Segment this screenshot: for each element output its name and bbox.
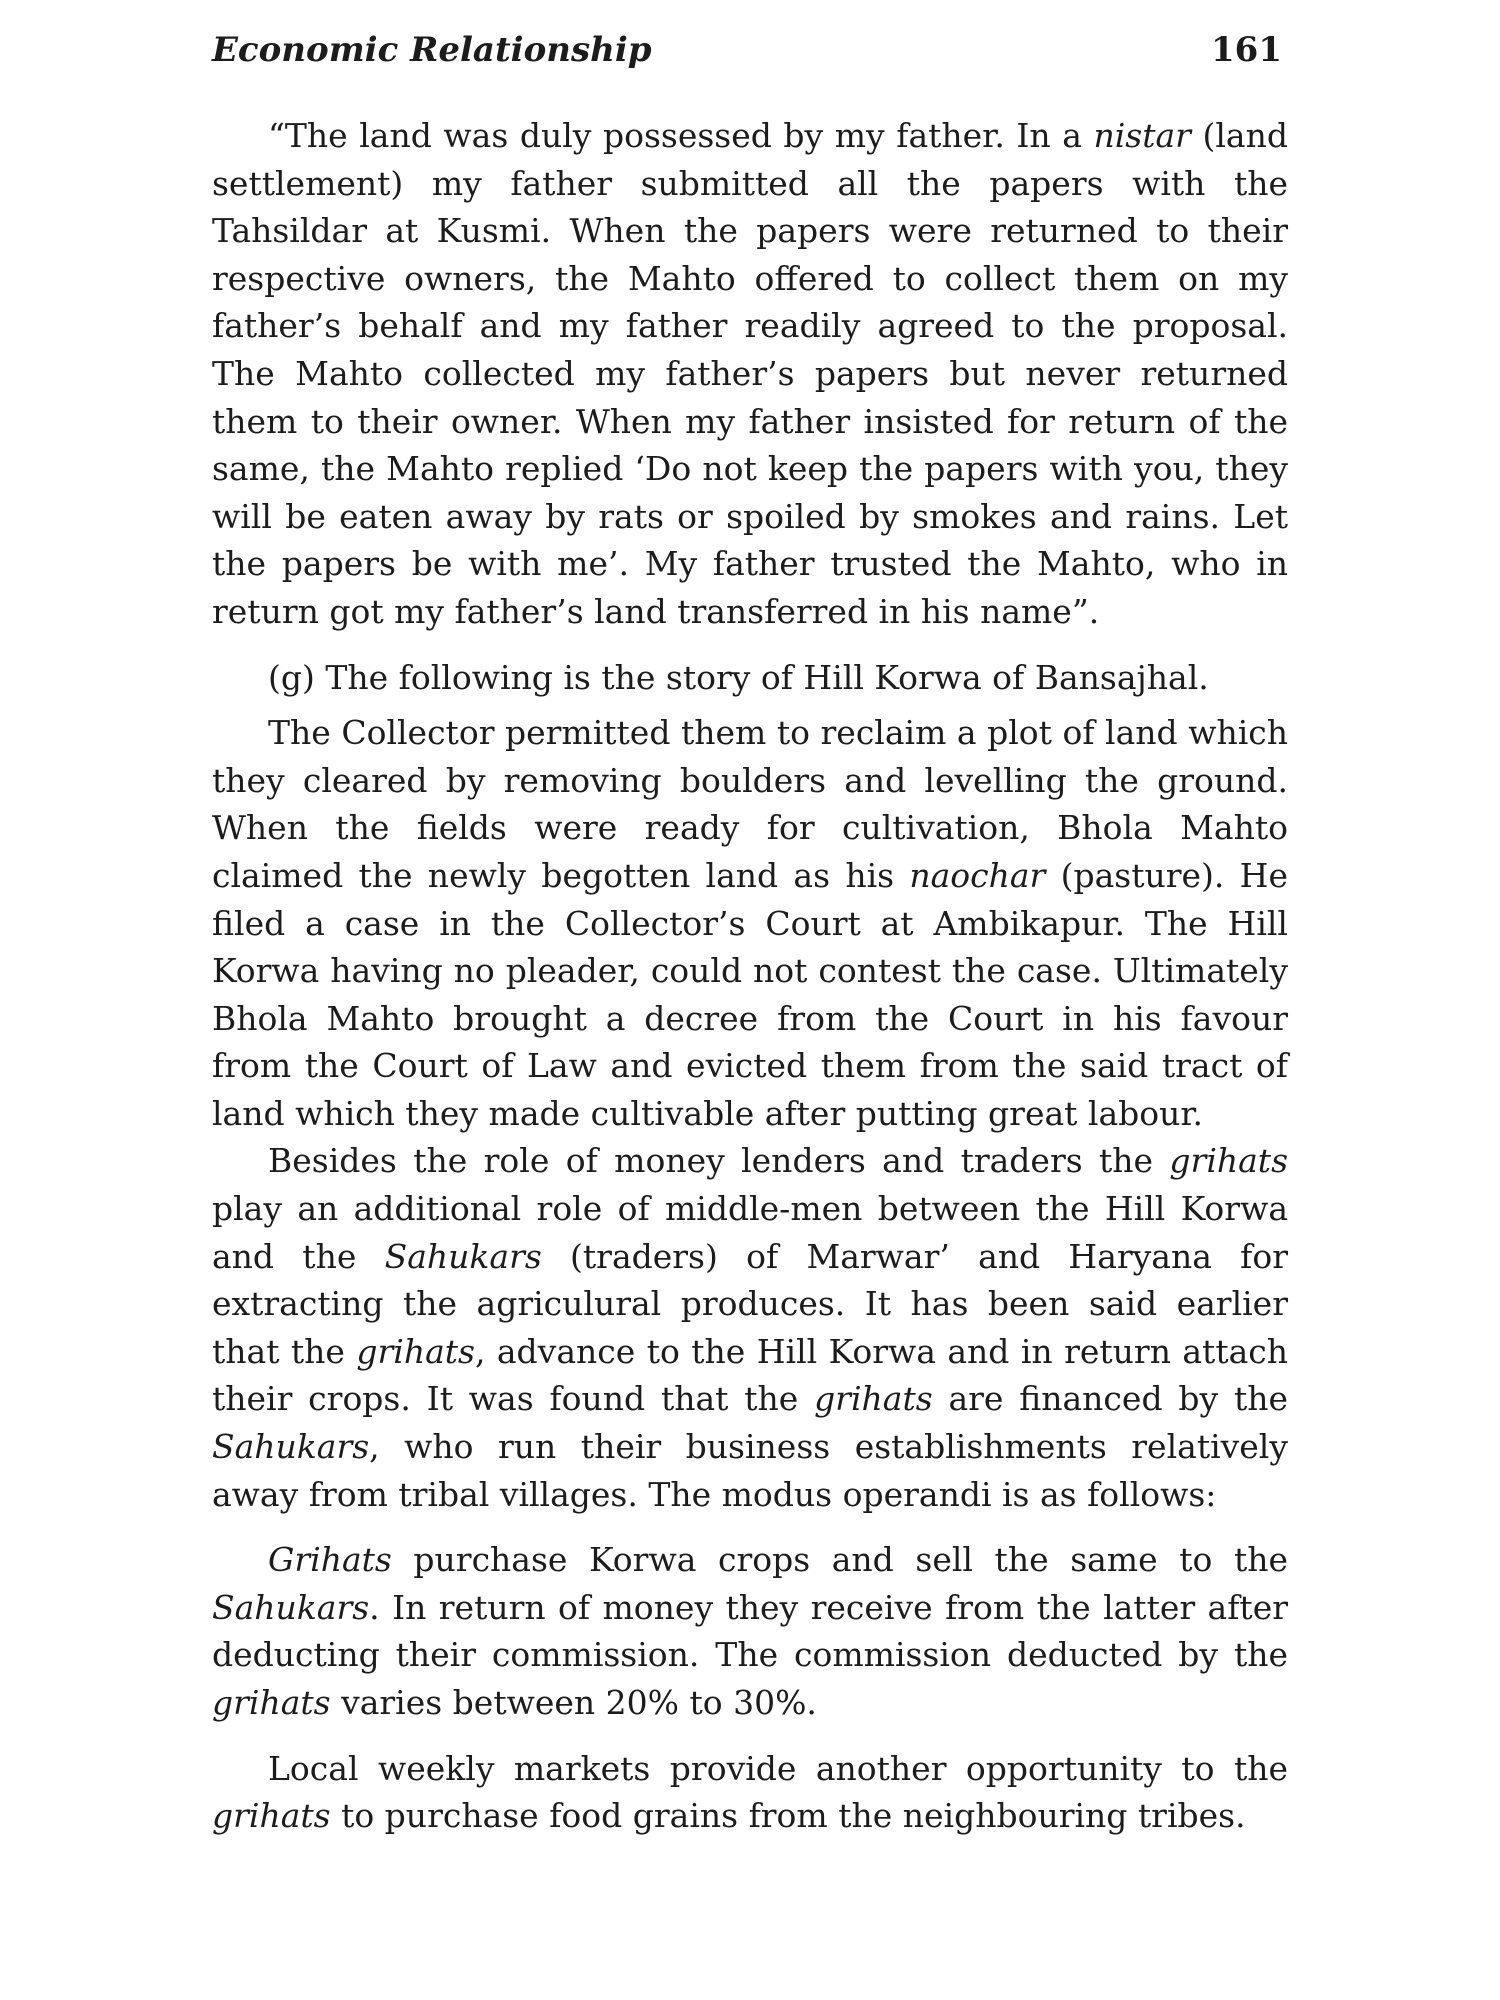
running-title: Economic Relationship xyxy=(212,30,652,70)
paragraph-commission: Grihats purchase Korwa crops and sell the same to the Sahukars. In return of money they receive from the latter after deducting their commission. The commission deducted by the grihats varies between 20% to 30%. xyxy=(212,1540,1288,1722)
running-header xyxy=(212,22,1282,78)
body-text xyxy=(212,112,1288,1840)
page-number: 161 xyxy=(1211,30,1282,70)
paragraph-collector: The Collector permitted them to reclaim a plot of land which they cleared by removing boulders and levelling the ground. When the fields were ready for cultivation, Bhola Mahto claimed the newly begotten land as his naochar (pasture). He filed a case in the Collector’s Court at Ambikapur. The Hill Korwa having no pleader, could not contest the case. Ultimately Bhola Mahto brought a decree from the Court in his favour from the Court of Law and evicted them from the said tract of land which they made cultivable after putting great labour. xyxy=(212,713,1288,1133)
paragraph-story-heading: (g) The following is the story of Hill Korwa of Bansajhal. xyxy=(268,657,1209,697)
paragraph-weekly-markets: Local weekly markets provide another opportunity to the grihats to purchase food grains from the neighbouring tribes. xyxy=(212,1748,1288,1836)
paragraph-quote: “The land was duly possessed by my father. In a nistar (land settlement) my father submitted all the papers with the Tahsildar at Kusmi. When the papers were returned to their respective owners, the Mahto offered to collect them on my father’s behalf and my father readily agreed to the proposal. The Mahto collected my father’s papers but never returned them to their owner. When my father insisted for return of the same, the Mahto replied ‘Do not keep the papers with you, they will be eaten away by rats or spoiled by smokes and rains. Let the papers be with me’. My father trusted the Mahto, who in return got my father’s land transferred in his name”. xyxy=(212,116,1288,631)
paragraph-middlemen: Besides the role of money lenders and traders the grihats play an additional role of middle-men between the Hill Korwa and the Sahukars (traders) of Marwar’ and Haryana for extracting the agriculural produces. It has been said earlier that the grihats, advance to the Hill Korwa and in return attach their crops. It was found that the grihats are financed by the Sahukars, who run their business establishments relatively away from tribal villages. The modus operandi is as follows: xyxy=(212,1141,1289,1514)
